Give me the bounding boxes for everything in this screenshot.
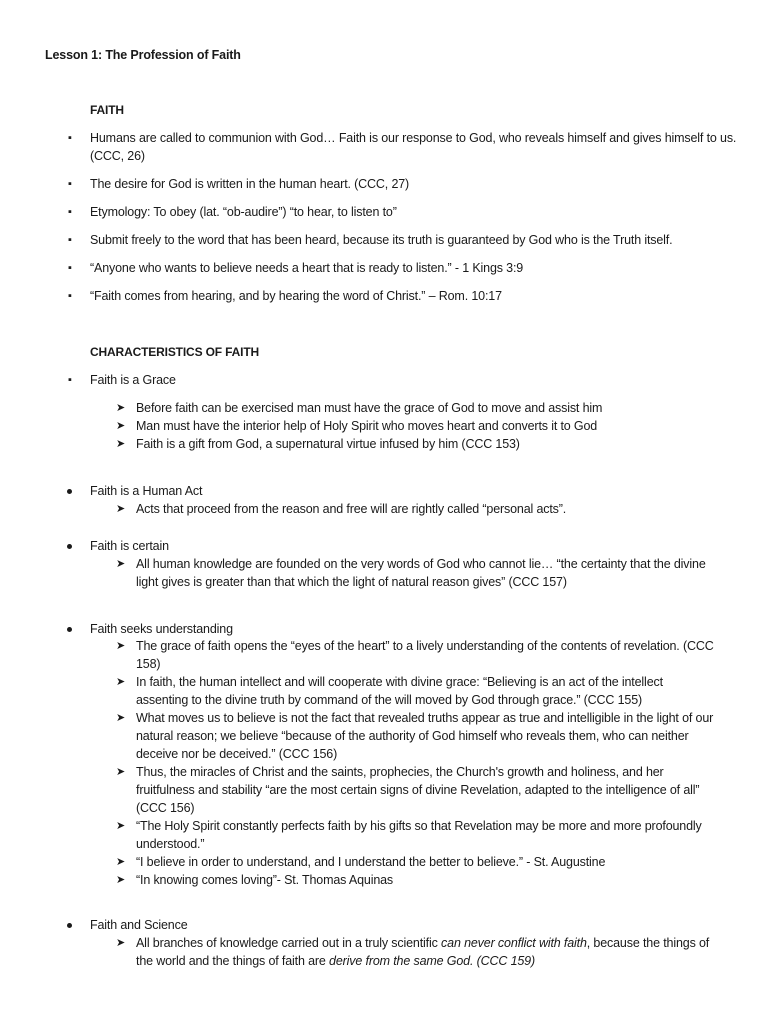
square-bullet-icon: ▪ bbox=[68, 262, 72, 274]
science-text-c: , because the things of bbox=[586, 936, 710, 950]
arrow-bullet-icon: ➤ bbox=[116, 856, 126, 868]
arrow-bullet-icon: ➤ bbox=[116, 503, 126, 515]
understanding-sub-1-line-2: 158) bbox=[136, 657, 161, 671]
arrow-bullet-icon: ➤ bbox=[116, 676, 126, 688]
science-sub-1-line-2 bbox=[136, 952, 535, 970]
faith-item-1-line-1: Humans are called to communion with God… Faith is our response to God, who reveals himself and gives himself to us. bbox=[90, 131, 737, 145]
grace-sub-3: Faith is a gift from God, a supernatural virtue infused by him (CCC 153) bbox=[136, 437, 520, 451]
understanding-sub-3-line-1: What moves us to believe is not the fact that revealed truths appear as true and intelligible in the light of our bbox=[136, 711, 714, 725]
square-bullet-icon: ▪ bbox=[68, 234, 72, 246]
science-sub-1-line-1 bbox=[136, 934, 709, 952]
understanding-sub-7: “In knowing comes loving”- St. Thomas Aquinas bbox=[136, 873, 394, 887]
grace-label: Faith is a Grace bbox=[90, 373, 176, 387]
page-title: Lesson 1: The Profession of Faith bbox=[45, 48, 241, 62]
understanding-sub-2-line-1: In faith, the human intellect and will cooperate with divine grace: “Believing is an act of the intellect bbox=[136, 675, 663, 689]
round-bullet-icon bbox=[67, 489, 72, 494]
faith-heading: FAITH bbox=[90, 103, 124, 117]
understanding-sub-3-line-2: natural reason; we believe “because of the authority of God himself who reveals them, who can neither bbox=[136, 729, 689, 743]
faith-item-1-line-2: (CCC, 26) bbox=[90, 149, 145, 163]
round-bullet-icon bbox=[67, 544, 72, 549]
arrow-bullet-icon: ➤ bbox=[116, 558, 126, 570]
faith-item-5: “Anyone who wants to believe needs a heart that is ready to listen.” - 1 Kings 3:9 bbox=[90, 261, 524, 275]
grace-sub-1: Before faith can be exercised man must have the grace of God to move and assist him bbox=[136, 401, 603, 415]
round-bullet-icon bbox=[67, 923, 72, 928]
arrow-bullet-icon: ➤ bbox=[116, 420, 126, 432]
understanding-sub-5-line-2: understood.” bbox=[136, 837, 205, 851]
square-bullet-icon: ▪ bbox=[68, 290, 72, 302]
understanding-sub-2-line-2: assenting to the divine truth by command of the will moved by God through grace.” (CCC 155) bbox=[136, 693, 643, 707]
understanding-sub-5-line-1: “The Holy Spirit constantly perfects faith by his gifts so that Revelation may be more and more profoundly bbox=[136, 819, 702, 833]
human-act-sub-1: Acts that proceed from the reason and free will are rightly called “personal acts”. bbox=[136, 502, 567, 516]
science-text-a: All branches of knowledge carried out in a truly scientific bbox=[136, 936, 442, 950]
faith-item-2: The desire for God is written in the human heart. (CCC, 27) bbox=[90, 177, 410, 191]
characteristics-heading: CHARACTERISTICS OF FAITH bbox=[90, 345, 260, 359]
arrow-bullet-icon: ➤ bbox=[116, 712, 126, 724]
faith-item-3: Etymology: To obey (lat. “ob-audire”) “to hear, to listen to” bbox=[90, 205, 397, 219]
understanding-sub-1-line-1: The grace of faith opens the “eyes of the heart” to a lively understanding of the contents of revelation. (CCC bbox=[136, 639, 714, 653]
arrow-bullet-icon: ➤ bbox=[116, 766, 126, 778]
understanding-sub-4-line-3: (CCC 156) bbox=[136, 801, 195, 815]
arrow-bullet-icon: ➤ bbox=[116, 438, 126, 450]
square-bullet-icon: ▪ bbox=[68, 206, 72, 218]
certain-label: Faith is certain bbox=[90, 539, 169, 553]
square-bullet-icon: ▪ bbox=[68, 132, 72, 144]
science-text-e-italic: derive from the same God. (CCC 159) bbox=[329, 954, 535, 968]
arrow-bullet-icon: ➤ bbox=[116, 640, 126, 652]
understanding-sub-3-line-3: deceive nor be deceived.” (CCC 156) bbox=[136, 747, 338, 761]
arrow-bullet-icon: ➤ bbox=[116, 937, 126, 949]
round-bullet-icon bbox=[67, 627, 72, 632]
understanding-sub-4-line-2: fruitfulness and stability “are the most certain signs of divine Revelation, adapted to the intelligence of all” bbox=[136, 783, 700, 797]
understanding-sub-6: “I believe in order to understand, and I understand the better to believe.” - St. Augustine bbox=[136, 855, 606, 869]
arrow-bullet-icon: ➤ bbox=[116, 820, 126, 832]
human-act-label: Faith is a Human Act bbox=[90, 484, 203, 498]
arrow-bullet-icon: ➤ bbox=[116, 874, 126, 886]
science-text-d: the world and the things of faith are bbox=[136, 954, 330, 968]
understanding-label: Faith seeks understanding bbox=[90, 622, 233, 636]
certain-sub-1-line-2: light gives is greater than that which the light of natural reason gives” (CCC 157) bbox=[136, 575, 567, 589]
grace-sub-2: Man must have the interior help of Holy Spirit who moves heart and converts it to God bbox=[136, 419, 598, 433]
certain-sub-1-line-1: All human knowledge are founded on the very words of God who cannot lie… “the certainty that the divine bbox=[136, 557, 706, 571]
understanding-sub-4-line-1: Thus, the miracles of Christ and the saints, prophecies, the Church's growth and holiness, and her bbox=[136, 765, 664, 779]
science-label: Faith and Science bbox=[90, 918, 188, 932]
science-text-b-italic: can never conflict with faith bbox=[441, 936, 587, 950]
square-bullet-icon: ▪ bbox=[68, 178, 72, 190]
arrow-bullet-icon: ➤ bbox=[116, 402, 126, 414]
square-bullet-icon: ▪ bbox=[68, 374, 72, 386]
faith-item-4: Submit freely to the word that has been heard, because its truth is guaranteed by God who is the Truth itself. bbox=[90, 233, 673, 247]
faith-item-6: “Faith comes from hearing, and by hearing the word of Christ.” – Rom. 10:17 bbox=[90, 289, 502, 303]
